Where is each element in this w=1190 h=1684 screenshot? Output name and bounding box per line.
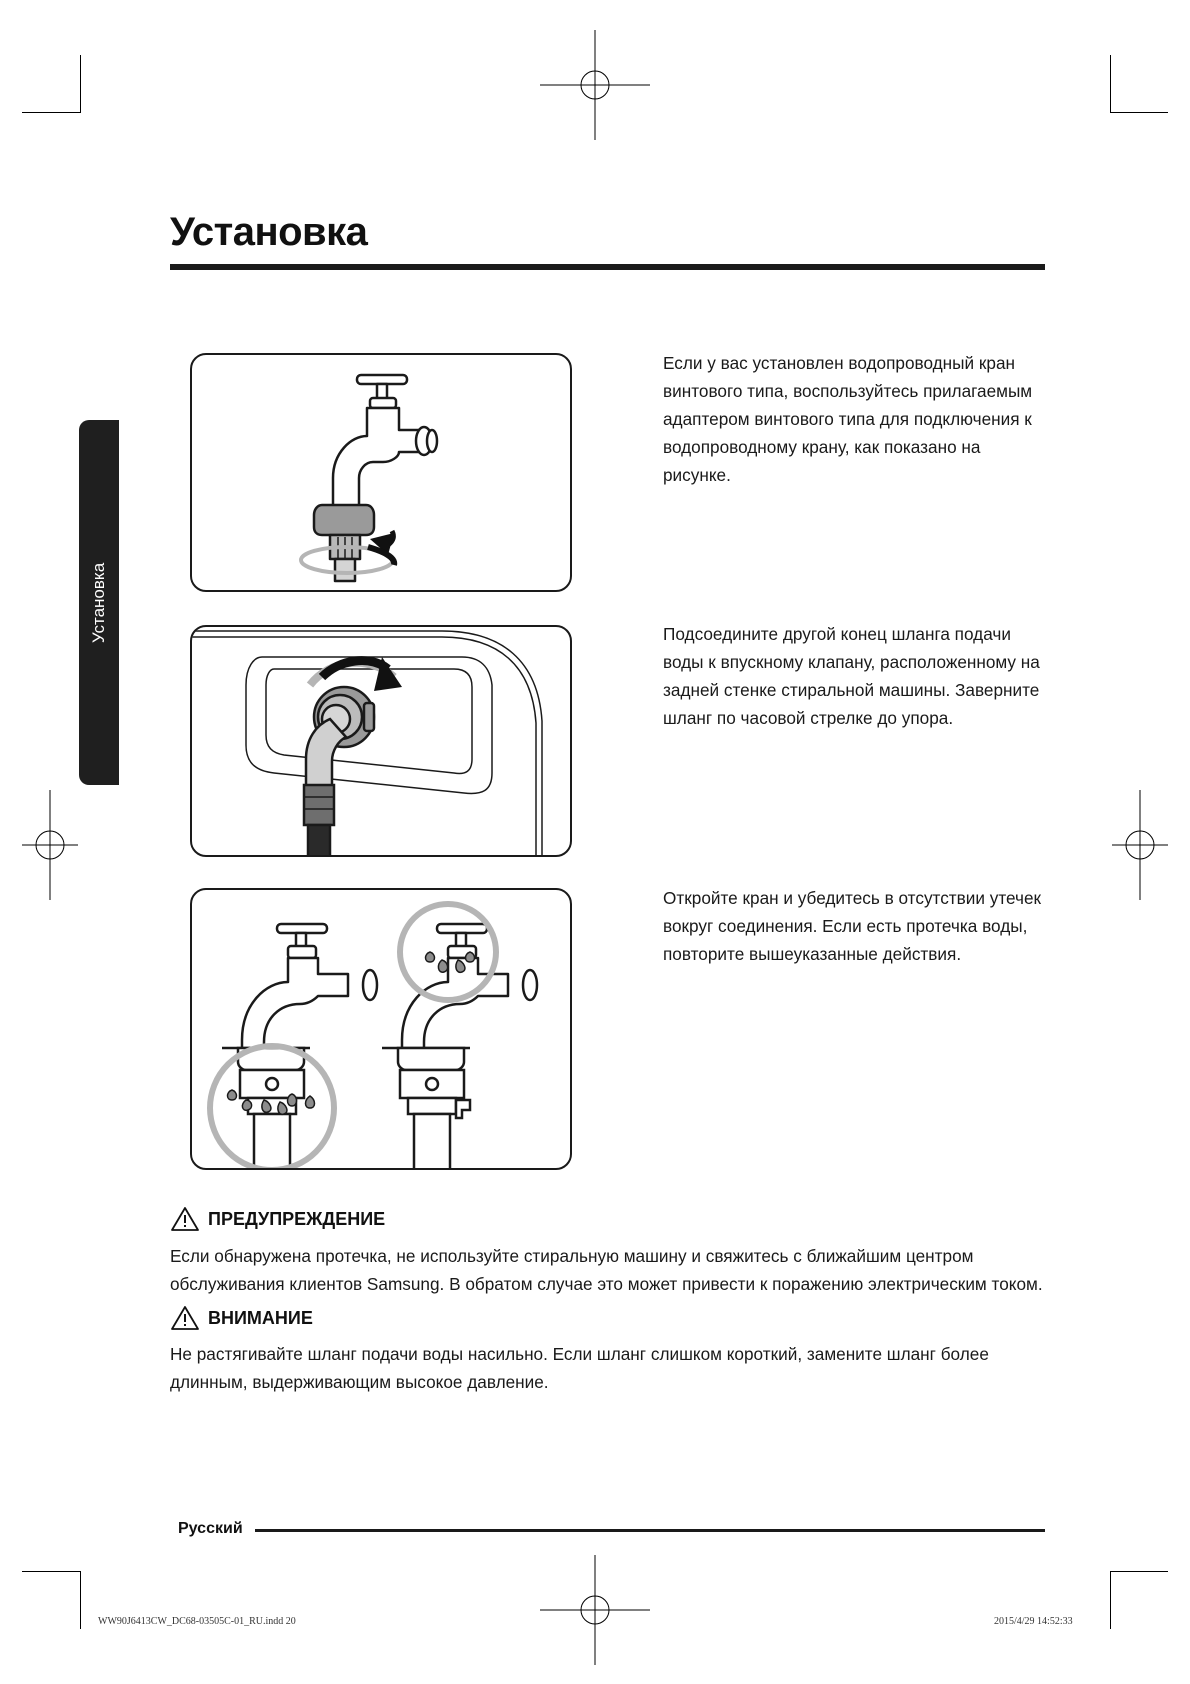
registration-mark-icon (0, 790, 105, 900)
caution-label: ВНИМАНИЕ (208, 1307, 313, 1328)
crop-mark (80, 1571, 81, 1629)
step-2-text: Подсоедините другой конец шланга подачи воды к впускному клапану, расположенному на задней стенке стиральной машины. Заверните шланг по часовой стрелке до упора. (663, 624, 1040, 728)
warning-text: Если обнаружена протечка, не используйте стиральную машину и свяжитесь с ближайшим центром обслуживания клиентов Samsung. В обратом случае это может привести к поражению электрическим током. (170, 1246, 1043, 1294)
registration-mark-icon (540, 30, 650, 140)
warning-heading (170, 1206, 385, 1232)
crop-mark (1110, 1571, 1111, 1629)
footer-divider (255, 1529, 1045, 1532)
registration-mark-icon (1085, 790, 1190, 900)
step-1-text: Если у вас установлен водопроводный кран винтового типа, воспользуйтесь прилагаемым адаптером винтового типа для подключения к водопроводному крану, как показано на рисунке. (663, 353, 1033, 485)
figure-leak-check (190, 888, 572, 1170)
caution-heading (170, 1305, 313, 1331)
print-file-slug: WW90J6413CW_DC68-03505C-01_RU.indd 20 (98, 1616, 296, 1627)
print-timestamp: 2015/4/29 14:52:33 (994, 1616, 1073, 1627)
warning-label: ПРЕДУПРЕЖДЕНИЕ (208, 1208, 386, 1229)
step-3-text: Откройте кран и убедитесь в отсутствии утечек вокруг соединения. Если есть протечка воды, повторите вышеуказанные действия. (663, 888, 1042, 964)
crop-mark (1110, 112, 1168, 113)
footer-language: Русский (178, 1520, 243, 1537)
registration-mark-icon (540, 1555, 650, 1665)
section-side-tab (79, 420, 119, 785)
figure-inlet-valve-hose (190, 625, 572, 857)
inlet-valve-hose-illustration (192, 627, 570, 855)
crop-mark (1110, 1571, 1168, 1572)
figure-screw-tap-adapter (190, 353, 572, 592)
crop-mark (80, 55, 81, 113)
warning-triangle-icon (170, 1206, 200, 1232)
crop-mark (22, 112, 80, 113)
section-side-tab-label: Установка (89, 562, 108, 643)
caution-text: Не растягивайте шланг подачи воды насильно. Если шланг слишком короткий, замените шланг более длинным, выдерживающим высокое давление. (170, 1344, 989, 1392)
title-divider (170, 264, 1045, 270)
crop-mark (1110, 55, 1111, 113)
leak-check-illustration (192, 890, 570, 1168)
crop-mark (22, 1571, 80, 1572)
caution-triangle-icon (170, 1305, 200, 1331)
screw-tap-adapter-illustration (192, 355, 570, 590)
page-title: Установка (170, 210, 368, 254)
